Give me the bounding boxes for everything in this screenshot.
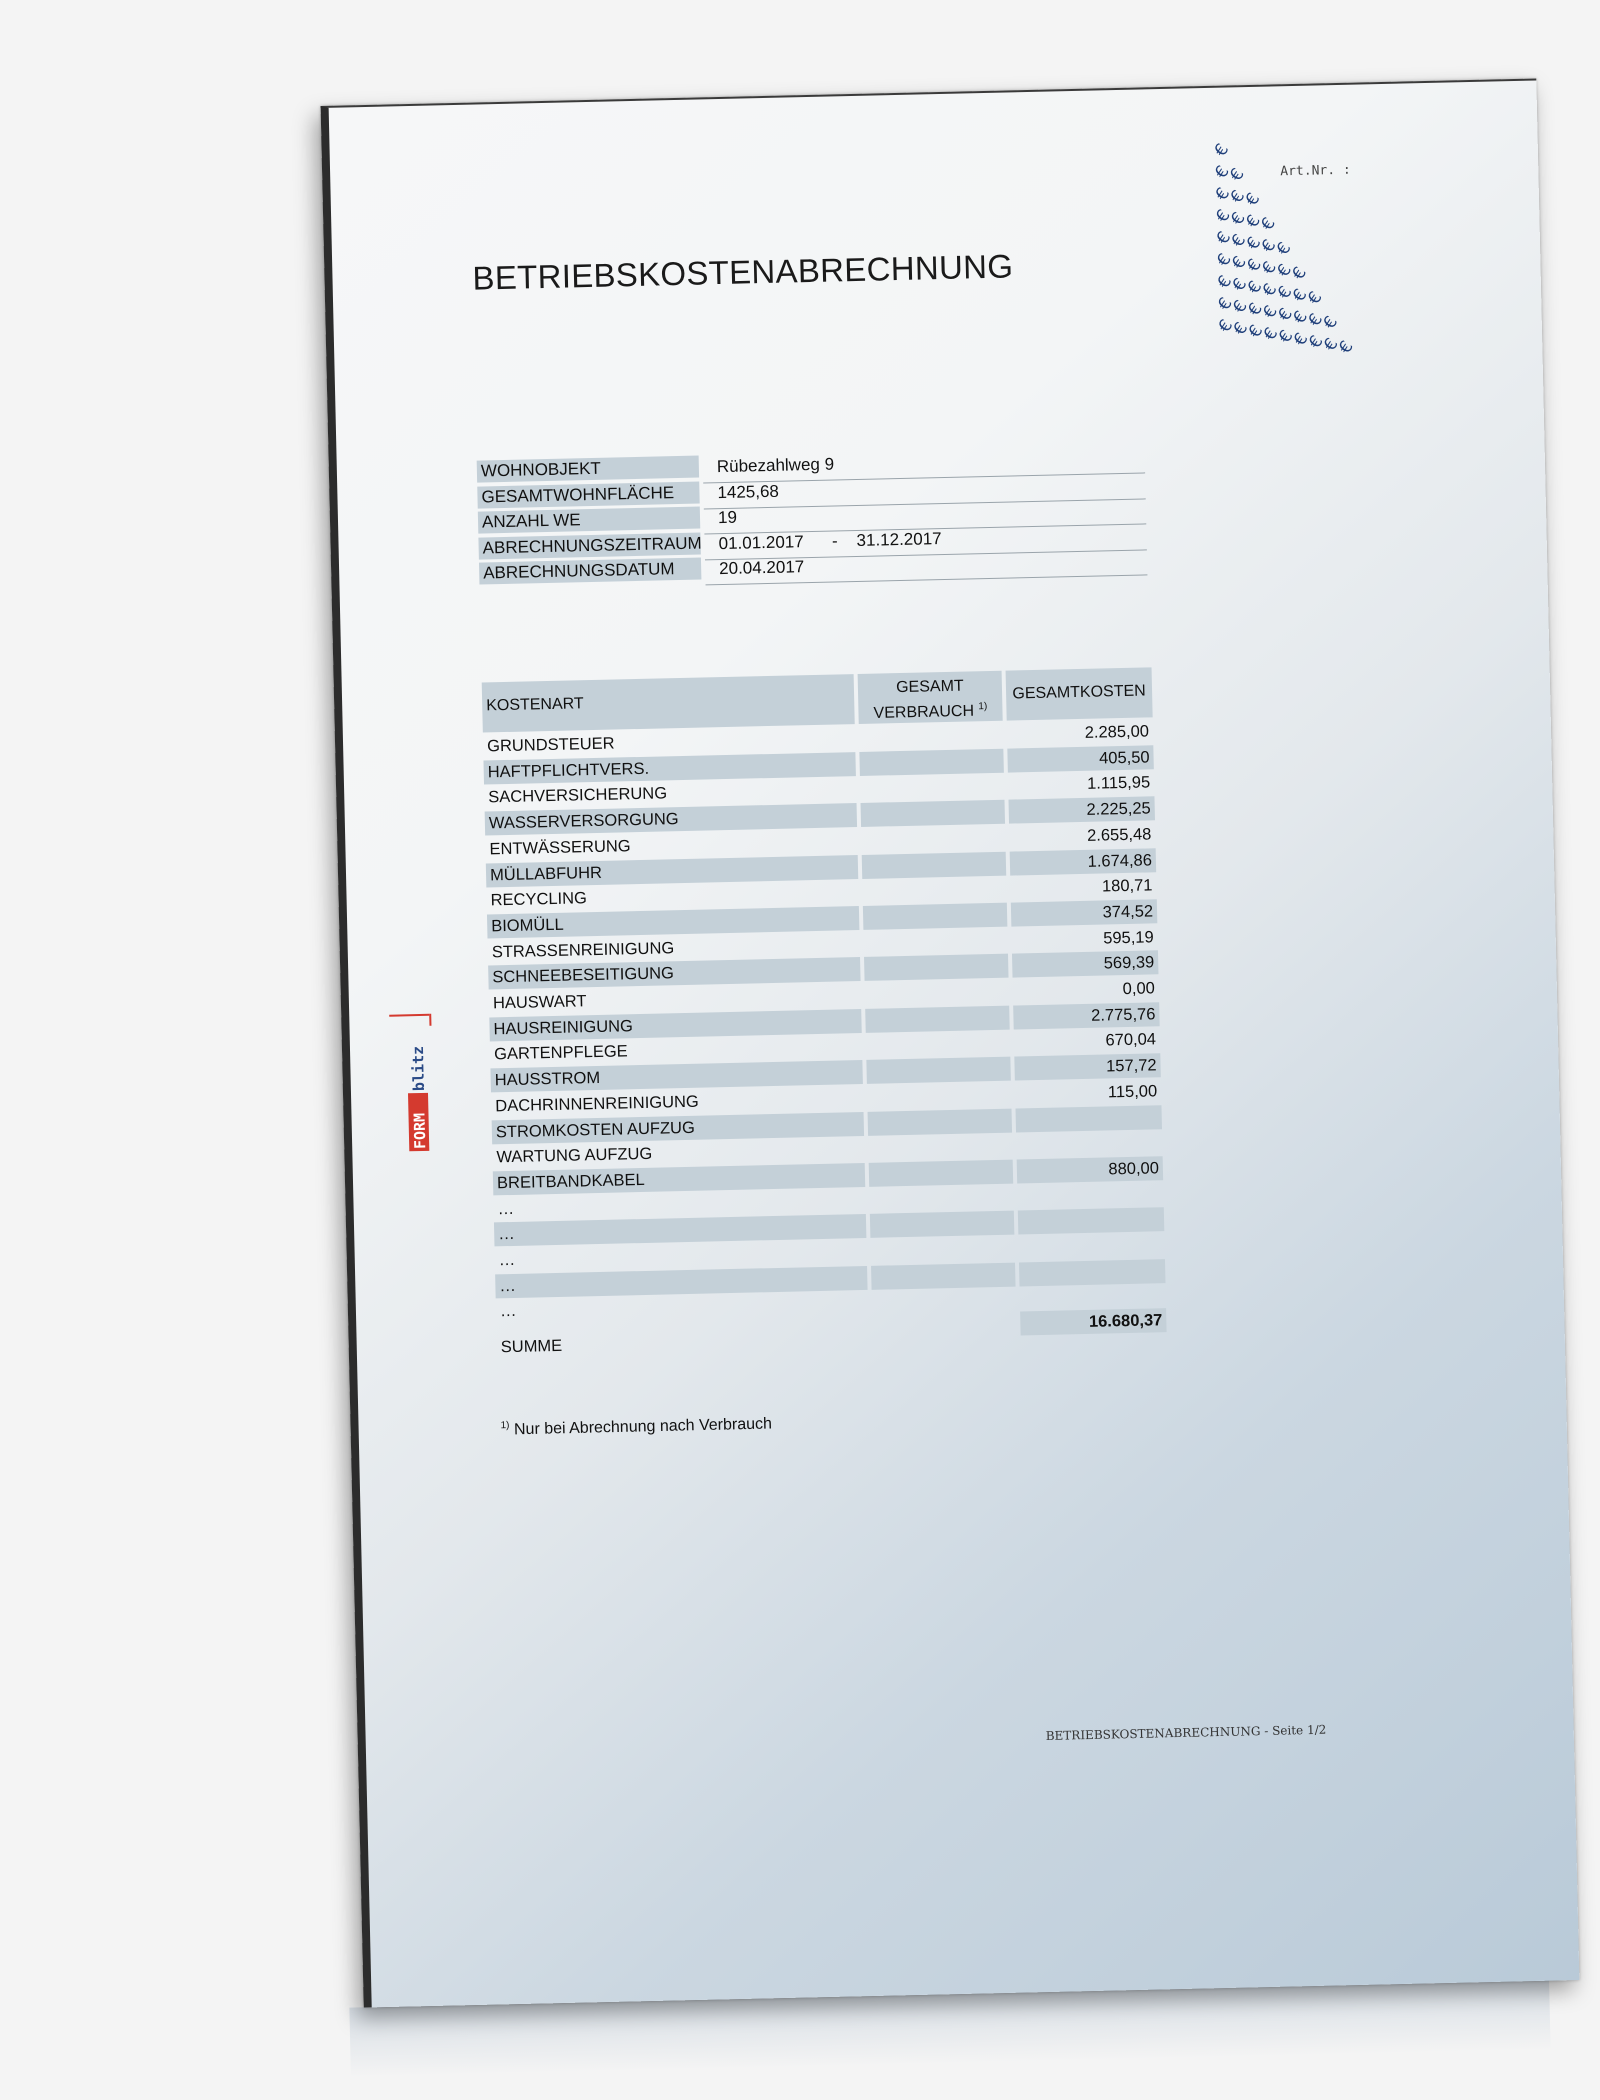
cost-amount: 115,00 [1107, 1082, 1158, 1102]
cost-name: DACHRINNENREINIGUNG [495, 1092, 699, 1116]
cost-verbrauch [866, 1057, 1011, 1084]
cost-verbrauch [865, 980, 1010, 1007]
euro-icon: € [1212, 206, 1235, 227]
euro-icon: € [1273, 282, 1297, 303]
euro-icon: € [1226, 186, 1250, 208]
cost-amount [1018, 1207, 1165, 1234]
euro-icon: € [1288, 285, 1312, 306]
cost-name: WARTUNG AUFZUG [496, 1144, 653, 1167]
info-value: 01.01.2017 - 31.12.2017 [718, 528, 942, 553]
cost-verbrauch [868, 1108, 1013, 1135]
cost-verbrauch [859, 723, 1004, 750]
euro-icon: € [1258, 258, 1281, 279]
cost-name: BREITBANDKABEL [493, 1163, 865, 1195]
cost-verbrauch [861, 800, 1006, 827]
cost-amount: 1.674,86 [1010, 848, 1157, 875]
cost-name: GRUNDSTEUER [486, 734, 615, 756]
euro-icon: € [1244, 321, 1268, 342]
cost-name: SACHVERSICHERUNG [488, 784, 668, 807]
euro-icon: € [1274, 304, 1297, 325]
header-gesamt-verbrauch [858, 671, 1003, 724]
cost-name: WASSERVERSORGUNG [485, 803, 857, 835]
euro-icon: € [1304, 332, 1328, 353]
info-value: 1425,68 [717, 481, 780, 502]
header-verbrauch-line1: GESAMT [895, 677, 964, 697]
cost-amount: 2.655,48 [1086, 825, 1152, 845]
header-verbrauch-line2: VERBRAUCH [873, 702, 975, 722]
cost-name: GARTENPFLEGE [493, 1042, 628, 1064]
svg-text:FORM: FORM [410, 1112, 430, 1150]
euro-icon: € [1259, 302, 1282, 323]
cost-verbrauch [866, 1031, 1011, 1058]
euro-icon: € [1243, 255, 1266, 276]
euro-icon: € [1288, 263, 1311, 284]
page-footer: BETRIEBSKOSTENABRECHNUNG - Seite 1/2 [1045, 1722, 1327, 1744]
euro-icon: € [1259, 324, 1283, 345]
cost-amount: 374,52 [1011, 899, 1158, 926]
euro-icon: € [1227, 208, 1250, 229]
euro-icon: € [1242, 233, 1266, 254]
footnote-text: Nur bei Abrechnung nach Verbrauch [513, 1415, 773, 1439]
euro-icon: € [1212, 228, 1236, 249]
cost-verbrauch [862, 877, 1007, 904]
sum-label: SUMME [500, 1336, 563, 1357]
cost-amount [1017, 1182, 1164, 1209]
document-page [321, 78, 1580, 2007]
cost-amount: 595,19 [1102, 927, 1154, 948]
info-label: ABRECHNUNGSZEITRAUM [478, 532, 700, 559]
euro-icon: € [1244, 299, 1267, 320]
euro-icon: € [1304, 310, 1328, 331]
cost-amount: 405,50 [1007, 745, 1154, 772]
cost-name: … [498, 1250, 516, 1270]
cost-verbrauch [871, 1262, 1016, 1289]
euro-icon: € [1227, 230, 1251, 251]
cost-amount [1015, 1105, 1162, 1132]
euro-icon: € [1228, 274, 1252, 295]
euro-icon: € [1289, 307, 1312, 328]
euro-pattern-icon [1210, 135, 1360, 358]
cost-verbrauch [872, 1288, 1017, 1315]
footnote-marker: 1) [500, 1420, 510, 1432]
euro-icon: € [1213, 272, 1237, 293]
info-value: 19 [717, 507, 738, 528]
document-title: BETRIEBSKOSTENABRECHNUNG [472, 247, 1014, 297]
cost-verbrauch [869, 1185, 1014, 1212]
svg-text:blitz: blitz [408, 1045, 428, 1092]
cost-amount [1019, 1259, 1166, 1286]
cost-amount: 2.225,25 [1008, 796, 1155, 823]
euro-icon: € [1243, 277, 1267, 298]
cost-verbrauch [867, 1082, 1012, 1109]
cost-name: SCHNEEBESEITIGUNG [488, 957, 860, 989]
euro-icon: € [1210, 140, 1234, 161]
cost-amount [1016, 1130, 1163, 1157]
cost-verbrauch [869, 1159, 1014, 1186]
cost-amount: 1.115,95 [1086, 773, 1151, 794]
cost-verbrauch [863, 903, 1008, 930]
cost-name: HAFTPFLICHTVERS. [483, 752, 855, 784]
euro-icon: € [1229, 318, 1253, 339]
logo-accent-line [429, 1014, 431, 1026]
cost-name: BIOMÜLL [487, 906, 859, 938]
euro-icon: € [1319, 334, 1343, 355]
euro-icon: € [1303, 288, 1327, 309]
cost-table [482, 667, 1163, 1357]
cost-verbrauch [870, 1211, 1015, 1238]
cost-verbrauch [865, 1005, 1010, 1032]
euro-icon: € [1289, 329, 1313, 350]
cost-verbrauch [862, 851, 1007, 878]
euro-icon: € [1241, 189, 1265, 210]
euro-icon: € [1226, 164, 1249, 186]
euro-icon: € [1272, 238, 1296, 259]
cost-name: MÜLLABFUHR [486, 855, 858, 887]
euro-icon: € [1211, 162, 1234, 183]
cost-amount [1018, 1233, 1165, 1260]
euro-icon: € [1274, 326, 1298, 347]
cost-name: … [494, 1214, 866, 1246]
info-label: GESAMTWOHNFLÄCHE [477, 481, 699, 508]
cost-name: HAUSWART [492, 992, 587, 1013]
euro-icon: € [1257, 236, 1281, 257]
sum-value: 16.680,37 [1020, 1308, 1167, 1335]
cost-verbrauch [870, 1237, 1015, 1264]
cost-amount: 0,00 [1122, 979, 1156, 999]
euro-icon: € [1319, 312, 1343, 333]
cost-verbrauch [868, 1134, 1013, 1161]
cost-amount: 569,39 [1012, 951, 1159, 978]
euro-icon: € [1213, 294, 1237, 315]
cost-amount: 180,71 [1101, 876, 1153, 896]
cost-amount: 670,04 [1105, 1030, 1157, 1050]
euro-icon: € [1258, 280, 1282, 301]
cost-name: … [495, 1266, 867, 1298]
euro-icon: € [1335, 337, 1358, 358]
info-value: 20.04.2017 [718, 557, 805, 579]
header-gesamtkosten: GESAMTKOSTEN [1006, 667, 1153, 720]
euro-icon: € [1257, 214, 1280, 235]
cost-verbrauch [864, 954, 1009, 981]
euro-icon: € [1229, 296, 1252, 317]
cost-verbrauch [860, 774, 1005, 801]
info-label: WOHNOBJEKT [477, 456, 699, 483]
cost-name: STROMKOSTEN AUFZUG [492, 1111, 864, 1143]
info-value: Rübezahlweg 9 [716, 454, 835, 477]
header-kostenart: KOSTENART [482, 674, 855, 732]
cost-name: STRASSENREINIGUNG [491, 938, 675, 961]
euro-icon: € [1242, 211, 1265, 232]
formblitz-logo [404, 1011, 431, 1152]
euro-icon: € [1211, 184, 1235, 205]
article-number-label: Art.Nr. : [1280, 162, 1351, 180]
info-label: ANZAHL WE [478, 507, 700, 534]
header-verbrauch-footnote-marker: 1) [978, 701, 988, 713]
cost-name: … [497, 1199, 515, 1218]
cost-name: ENTWÄSSERUNG [489, 836, 631, 859]
euro-icon: € [1273, 260, 1296, 281]
euro-icon: € [1212, 250, 1236, 271]
cost-verbrauch [859, 748, 1004, 775]
cost-amount: 2.775,76 [1013, 1002, 1160, 1029]
cost-amount: 880,00 [1017, 1156, 1164, 1183]
footnote [500, 1414, 772, 1439]
euro-icon: € [1228, 252, 1251, 273]
cost-amount: 157,72 [1014, 1053, 1161, 1080]
cost-name: RECYCLING [490, 889, 588, 910]
euro-icon: € [1214, 316, 1238, 337]
cost-name: HAUSSTROM [490, 1060, 862, 1092]
cost-name: … [499, 1302, 517, 1321]
info-label: ABRECHNUNGSDATUM [479, 558, 701, 585]
cost-verbrauch [861, 825, 1006, 852]
cost-amount: 2.285,00 [1084, 722, 1150, 742]
cost-verbrauch [863, 928, 1008, 955]
cost-name: HAUSREINIGUNG [489, 1009, 861, 1041]
